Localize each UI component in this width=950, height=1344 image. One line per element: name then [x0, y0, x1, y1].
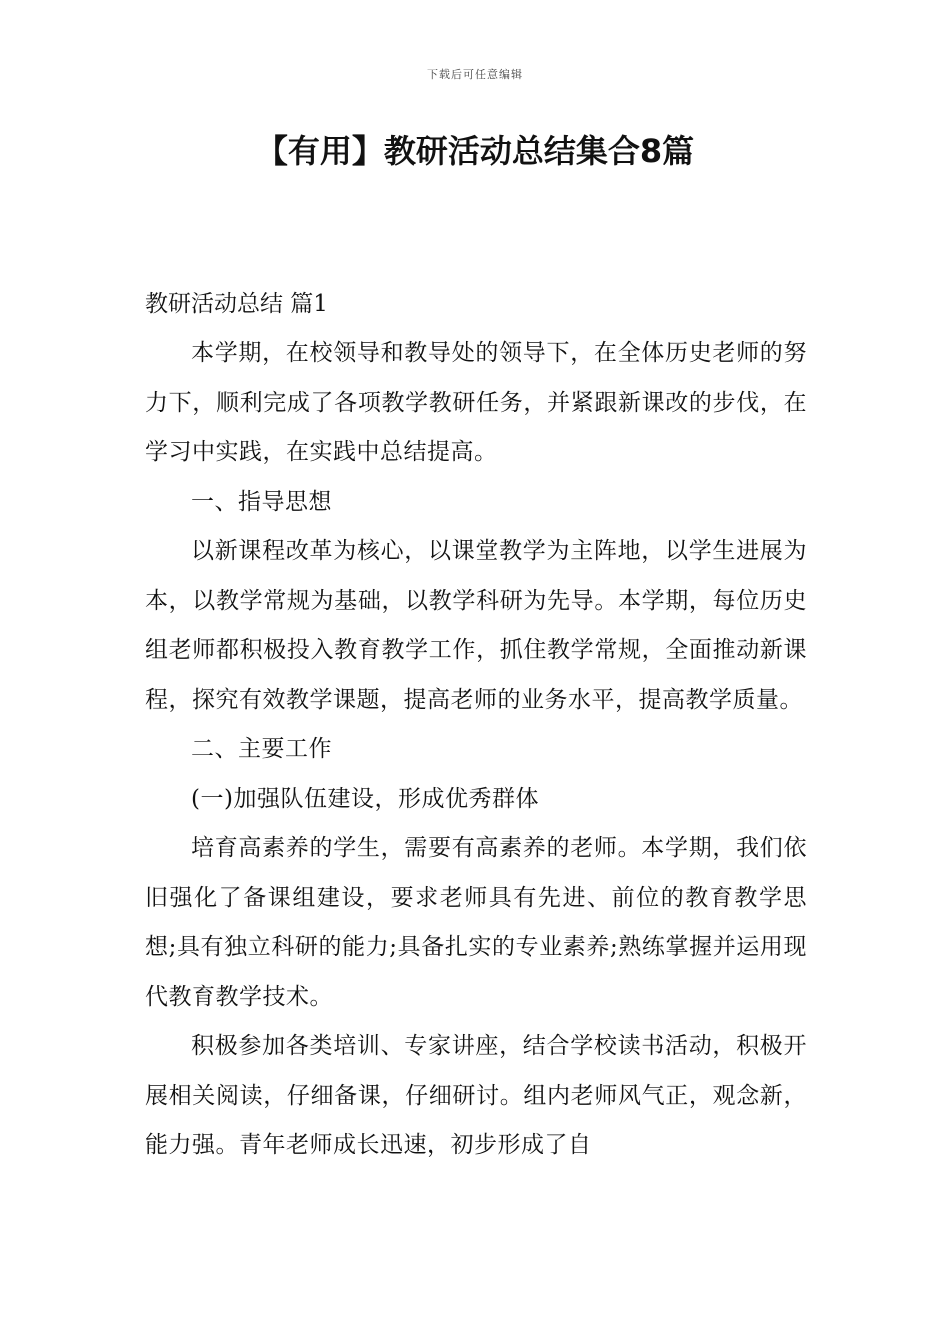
heading-main-work: 二、主要工作 [191, 736, 332, 762]
section-heading: 教研活动总结 篇1 [145, 291, 328, 317]
paragraph-training: 积极参加各类培训、专家讲座，结合学校读书活动，积极开展相关阅读，仔细备课，仔细研讨。组内老师风气正，观念新，能力强。青年老师成长迅速，初步形成了自 [145, 1033, 807, 1158]
paragraph-guiding-thought: 以新课程改革为核心，以课堂教学为主阵地，以学生进展为本，以教学常规为基础，以教学科研为先导。本学期，每位历史组老师都积极投入教育教学工作，抓住教学常规，全面推动新课程，探究有效教学课题，提高老师的业务水平，提高教学质量。 [145, 538, 807, 713]
document-title: 【有用】教研活动总结集合8篇 [255, 132, 695, 170]
document-body [145, 280, 807, 1171]
subheading-team-building: (一)加强队伍建设，形成优秀群体 [191, 785, 539, 812]
paragraph-team-building: 培育高素养的学生，需要有高素养的老师。本学期，我们依旧强化了备课组建设，要求老师具有先进、前位的教育教学思想;具有独立科研的能力;具备扎实的专业素养;熟练掌握并运用现代教育教学技术。 [145, 835, 807, 1010]
header-note: 下载后可任意编辑 [427, 68, 523, 81]
paragraph-intro: 本学期，在校领导和教导处的领导下，在全体历史老师的努力下，顺利完成了各项教学教研任务，并紧跟新课改的步伐，在学习中实践，在实践中总结提高。 [145, 340, 807, 465]
heading-guiding-thought: 一、指导思想 [191, 488, 332, 515]
